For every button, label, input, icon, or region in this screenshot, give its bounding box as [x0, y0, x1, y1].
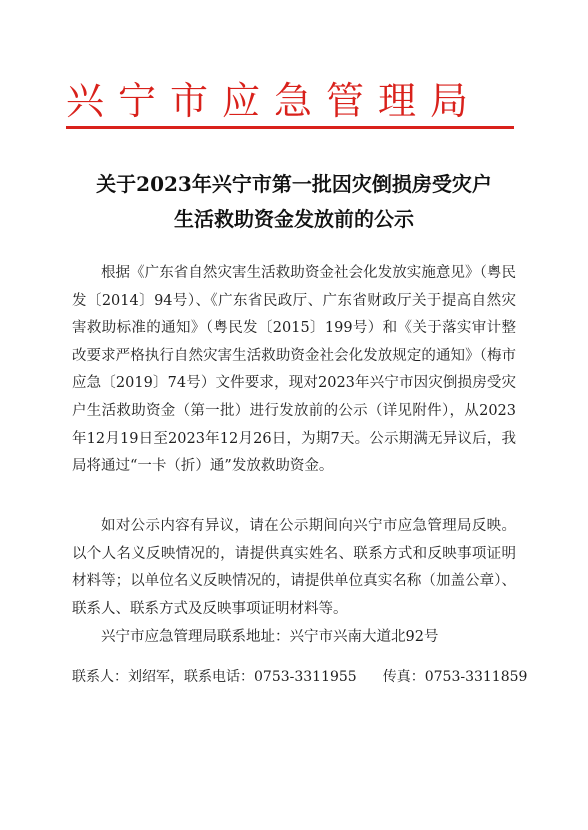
body-paragraph-1: 根据《广东省自然灾害生活救助资金社会化发放实施意见》（粤民发〔2014〕94号）、《广东省民政厅、广东省财政厅关于提高自然灾害救助标准的通知》（粤民发〔2015〕199号）和《关于落实审计整改要求严格执行自然灾害生活救助资金社会化发放规定的通知》（梅市应急〔2019〕74号）文件要求，现对2023年兴宁市因灾倒损房受灾户生活救助资金（第一批）进行发放前的公示（详见附件），从2023年12月19日至2023年12月26日，为期7天。公示期满无异议后，我局将通过“一卡（折）通”发放救助资金。 [72, 265, 516, 475]
document-title-line-1: 关于2023年兴宁市第一批因灾倒损房受灾户 [96, 172, 492, 196]
masthead-red-rule [66, 126, 514, 129]
contact-address: 兴宁市应急管理局联系地址：兴宁市兴南大道北92号 [101, 629, 439, 645]
document-title-line-2: 生活救助资金发放前的公示 [174, 207, 414, 231]
contact-info-row [72, 664, 528, 690]
contact-fax: 传真：0753-3311859 [382, 669, 528, 685]
masthead-org-name: 兴宁市应急管理局 [66, 79, 483, 123]
contact-person-phone: 联系人：刘绍军，联系电话：0753-3311955 [72, 669, 357, 685]
body-paragraph-2: 如对公示内容有异议，请在公示期间向兴宁市应急管理局反映。以个人名义反映情况的，请提供真实姓名、联系方式和反映事项证明材料等；以单位名义反映情况的，请提供单位真实名称（加盖公章）、联系人、联系方式及反映事项证明材料等。 [72, 518, 516, 617]
